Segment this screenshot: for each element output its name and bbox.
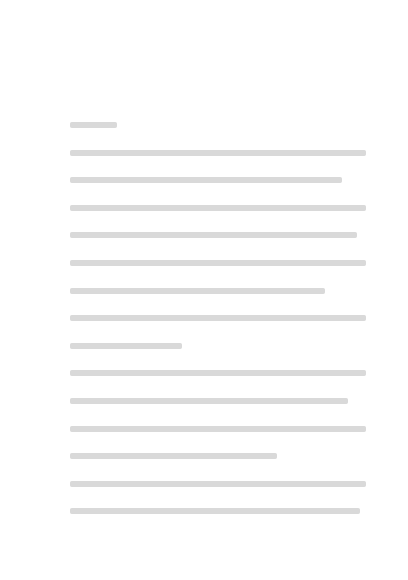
text-line [70,232,357,238]
text-line [70,370,366,376]
text-line [70,315,366,321]
text-line [70,177,342,183]
text-line [70,150,366,156]
text-line [70,260,366,266]
text-line [70,481,366,487]
text-line [70,398,348,404]
text-line [70,453,277,459]
text-line [70,343,182,349]
body-text [70,122,366,536]
text-line [70,426,366,432]
text-line [70,288,325,294]
text-line [70,205,366,211]
text-line [70,508,360,514]
text-line [70,122,117,128]
